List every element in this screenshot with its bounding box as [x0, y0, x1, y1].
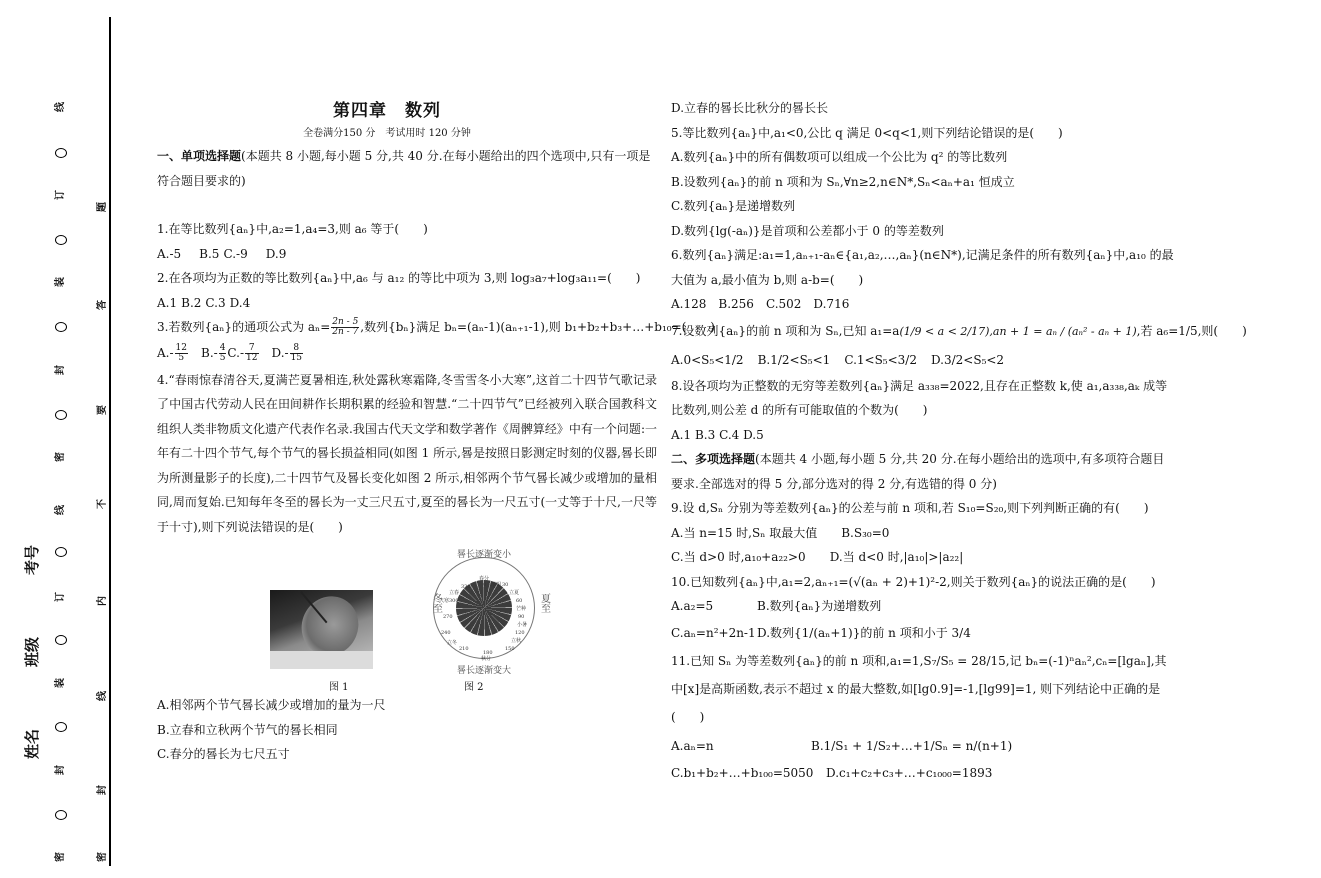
q1-option-c: C.-9 [223, 246, 248, 261]
margin-circle-icon [55, 547, 67, 557]
q6-option-c: C.502 [765, 297, 802, 311]
margin-inner-char: 线 [97, 691, 108, 701]
q7-condition: (1/9 < a < 2/17) [899, 324, 990, 338]
section1-desc: (本题共 8 小题,每小题 5 分,共 40 分.在每小题给出的四个选项中,只有一项是符合题目要求的) [157, 149, 651, 188]
q2-option-b: B.2 [181, 295, 202, 310]
q11-option-b: B.1/S₁ + 1/S₂+…+1/Sₙ = n/(n+1) [811, 738, 1013, 753]
q8-option-b: B.3 [694, 427, 716, 442]
q10-option-c: C.aₙ=n²+2n-1 [671, 625, 756, 640]
margin-char: 订 [55, 190, 66, 200]
margin-char: 密 [55, 852, 66, 862]
solar-terms-diagram [425, 543, 550, 676]
fig2-tick: 秋分 [481, 656, 492, 662]
q8-option-d: D.5 [743, 427, 764, 442]
section2-desc: (本题共 4 小题,每小题 5 分,共 20 分.在每小题给出的选项中,有多项符合题目要求.全部选对的得 5 分,部分选对的得 2 分,有选错的得 0 分) [671, 452, 1165, 491]
margin-char: 封 [55, 365, 66, 375]
margin-circle-icon [55, 235, 67, 245]
section1-heading: 一、单项选择题 [157, 149, 242, 163]
fig2-bottom-label: 晷长逐渐变大 [456, 666, 511, 676]
margin-circle-icon [55, 635, 67, 645]
q5-stem: 5.等比数列{aₙ}中,a₁<0,公比 q 满足 0<q<1,则下列结论错误的是( ) [671, 125, 1063, 140]
fig2-tick: 150 [505, 646, 515, 652]
fig2-tick: 立春 [449, 590, 460, 596]
margin-char: 装 [55, 678, 66, 688]
fig2-tick: 大寒 [439, 598, 450, 604]
fig2-left-label: 冬至 [430, 593, 442, 613]
margin-inner-char: 答 [97, 300, 108, 310]
q6-option-a: A.128 [671, 297, 707, 311]
fig2-tick: 240 [441, 630, 451, 636]
q3-stem-pre: 3.若数列{aₙ}的通项公式为 aₙ= [157, 320, 331, 334]
q8-option-a: A.1 [671, 427, 692, 442]
q4-option-c: C.春分的晷长为七尺五寸 [157, 747, 290, 761]
q7-stem [671, 317, 1247, 346]
fig2-tick: 180 [483, 650, 493, 656]
section2-heading: 二、多项选择题 [671, 452, 756, 466]
fig2-tick: 210 [459, 646, 469, 652]
fig1-caption: 图 1 [329, 682, 349, 693]
fig2-tick: 90 [518, 614, 525, 620]
fig2-right-label: 夏至 [538, 593, 550, 613]
q6-stem: 6.数列{aₙ}满足:a₁=1,aₙ₊₁-aₙ∈{a₁,a₂,…,aₙ}(n∈N*),记满足条件的所有数列{aₙ}中,a₁₀ 的最大值为 a,最小值为 b,则 a-b=( ) [671, 248, 1174, 287]
q7-options [671, 346, 1176, 374]
q8-option-c: C.4 [719, 427, 740, 442]
fig2-tick: 立夏 [509, 590, 520, 596]
section2-intro [671, 447, 1176, 496]
q3-option-b: B.- $\frac{4}{5}$ [201, 342, 226, 363]
q3-options [157, 340, 657, 366]
q1-option-b: B.5 [199, 246, 220, 261]
q11-options-row1 [671, 731, 1176, 761]
margin-inner-char: 题 [97, 202, 108, 212]
fig2-tick: 立秋 [511, 638, 522, 644]
margin-char: 订 [55, 592, 66, 602]
q11-option-c: C.b₁+b₂+…+b₁₀₀=5050 [671, 765, 814, 780]
margin-inner-char: 密 [97, 852, 108, 862]
margin-inner-char: 内 [97, 596, 108, 606]
margin-char: 密 [55, 452, 66, 462]
q1-options [157, 242, 657, 267]
q11-option-a: A.aₙ=n [671, 738, 714, 753]
frac-den: 2n - 7 [332, 327, 359, 337]
margin-circle-icon [55, 148, 67, 158]
q2-option-a: A.1 [157, 295, 178, 310]
fig2-tick: 芒种 [516, 606, 527, 612]
margin-circle-icon [55, 722, 67, 732]
margin-char: 装 [55, 277, 66, 287]
q7-stem-pre: 7.设数列{aₙ}的前 n 项和为 Sₙ,已知 a₁=a [671, 323, 900, 338]
q9-stem: 9.设 d,Sₙ 分别为等差数列{aₙ}的公差与前 n 项和,若 S₁₀=S₂₀,则下列判断正确的有( ) [671, 501, 1149, 515]
q8-stem: 8.设各项均为正整数的无穷等差数列{aₙ}满足 a₃₃₈=2022,且存在正整数 k,使 a₁,a₃₃₈,aₖ 成等比数列,则公差 d 的所有可能取值的个数为( ) [671, 378, 1168, 417]
q2-stem: 2.在各项均为正数的等比数列{aₙ}中,a₆ 与 a₁₂ 的等比中项为 3,则 log₃a₇+log₃a₁₁=( ) [157, 271, 641, 285]
q7-stem-post: ,若 a₆=1/5,则( ) [1136, 323, 1247, 338]
q10-stem: 10.已知数列{aₙ}中,a₁=2,aₙ₊₁=(√(aₙ + 2)+1)²-2,则关于数列{aₙ}的说法正确的是( ) [671, 574, 1156, 589]
q11-option-d: D.c₁+c₂+c₃+…+c₁₀₀₀=1893 [826, 765, 993, 780]
q1-stem: 1.在等比数列{aₙ}中,a₂=1,a₄=3,则 a₆ 等于( ) [157, 222, 428, 236]
q4-figures [157, 543, 657, 693]
fig2-tick: 270 [443, 614, 453, 620]
margin-inner-char: 不 [97, 499, 108, 509]
q3-option-c: C.- $\frac{7}{12}$ [227, 342, 258, 363]
fig2-tick: 330 [461, 584, 471, 590]
binding-line [109, 17, 111, 866]
q5-option-b: B.设数列{aₙ}的前 n 项和为 Sₙ,∀n≥2,n∈N*,Sₙ<aₙ+a₁ 恒成立 [671, 174, 1015, 189]
q5-option-d: D.数列{lg(-aₙ)}是首项和公差都小于 0 的等差数列 [671, 223, 944, 238]
frac-num: 2n - 5 [332, 317, 359, 327]
q4-option-d: D.立春的晷长比秋分的晷长长 [671, 101, 829, 115]
q7-option-a: A.0<S₅<1/2 [671, 352, 744, 367]
q9-option-c: C.当 d>0 时,a₁₀+a₂₂>0 [671, 550, 806, 564]
exam-number-label: 考号 [23, 545, 41, 576]
fig2-tick: 300 [449, 598, 459, 604]
q10-options-row1 [671, 594, 1176, 619]
q7-recurrence: ,an + 1 = aₙ / (aₙ² - aₙ + 1) [989, 324, 1137, 338]
fig2-tick: 立冬 [447, 640, 458, 646]
q3-stem [157, 315, 715, 340]
q9-option-d: D.当 d<0 时,|a₁₀|>|a₂₂| [829, 550, 964, 564]
q7-option-d: D.3/2<S₅<2 [930, 352, 1005, 367]
q10-options-row2 [671, 619, 1176, 647]
page-title: 第四章 数列 [333, 101, 441, 121]
q3-formula [331, 318, 359, 337]
q11-stem: 11.已知 Sₙ 为等差数列{aₙ}的前 n 项和,a₁=1,S₇/S₅ = 28/15,记 bₙ=(-1)ⁿaₙ²,cₙ=[lgaₙ],其中[x]是高斯函数,表示不超过 x 的最大整数,如[lg0.9]=-1,[lg99]=1, 则下列结论中正确的是( ) [671, 653, 1167, 724]
fig2-tick: 60 [516, 598, 523, 604]
right-column [671, 96, 1247, 785]
q10-option-b: B.数列{aₙ}为递增数列 [757, 599, 882, 613]
q4-option-b: B.立春和立秋两个节气的晷长相同 [157, 722, 338, 737]
name-label: 姓名 [23, 729, 41, 760]
margin-inner-char: 要 [97, 405, 108, 415]
q9-options-row1 [671, 521, 1176, 546]
margin-char: 线 [55, 102, 66, 112]
section1-intro [157, 144, 657, 193]
exam-info: 全卷满分150 分 考试用时 120 分钟 [303, 128, 471, 139]
q6-option-d: D.716 [813, 297, 850, 311]
q2-options [157, 291, 657, 316]
q10-option-d: D.数列{1/(aₙ+1)}的前 n 项和小于 3/4 [757, 625, 971, 640]
q1-option-a: A.-5 [157, 246, 182, 261]
q2-option-d: D.4 [229, 295, 251, 310]
q3-stem-post: ,数列{bₙ}满足 bₙ=(aₙ-1)(aₙ₊₁-1),则 b₁+b₂+b₃+…+b₁₀=( ) [360, 320, 715, 334]
q3-option-a: A.- $\frac{12}{5}$ [157, 342, 187, 363]
q7-option-b: B.1/2<S₅<1 [757, 352, 831, 367]
margin-char: 线 [55, 505, 66, 515]
sundial-image [270, 590, 373, 669]
margin-char: 封 [55, 765, 66, 775]
margin-circle-icon [55, 322, 67, 332]
q10-option-a: A.a₂=5 [671, 599, 714, 613]
q6-options [671, 292, 1176, 317]
fig2-tick: 清明 [491, 582, 502, 588]
q3-option-d: D.- $\frac{8}{15}$ [271, 342, 303, 363]
q4-stem: 4.“春雨惊春清谷天,夏满芒夏暑相连,秋处露秋寒霜降,冬雪雪冬小大寒”,这首二十四节气歌记录了中国古代劳动人民在田间耕作长期积累的经验和智慧.“二十四节气”已经被列入联合国教科文组织人类非物质文化遗产代表作名录.我国古代天文学和数学著作《周髀算经》中有一个问题:一年有二十四个节气,每个节气的晷长损益相同(如图 1 所示,晷是按照日影测定时刻的仪器,晷长即为所测量影子的长度),二十四节气及晷长变化如图 2 所示,相邻两个节气晷长减少或增加的量相同,周而复始.已知每年冬至的晷长为一丈三尺五寸,夏至的晷长为一尺五寸(一丈等于十尺,一尺等于十寸),则下列说法错误的是( ) [157, 372, 657, 534]
q9-option-a: A.当 n=15 时,Sₙ 取最大值 [671, 525, 818, 540]
fig2-tick: 春分 [479, 576, 490, 582]
fig2-tick: 30 [502, 582, 509, 588]
q9-option-b: B.S₃₀=0 [841, 525, 890, 540]
margin-inner-char: 封 [97, 785, 108, 795]
fig2-tick: 120 [515, 630, 525, 636]
fig2-tick: 0 [483, 582, 487, 588]
q2-option-c: C.3 [205, 295, 226, 310]
q1-option-d: D.9 [265, 246, 287, 261]
fig2-tick: 小暑 [517, 622, 528, 628]
q4-option-a: A.相邻两个节气晷长减少或增加的量为一尺 [157, 698, 386, 712]
q11-options-row2 [671, 761, 1176, 786]
class-label: 班级 [23, 637, 41, 668]
fig2-caption: 图 2 [464, 682, 484, 693]
q5-option-a: A.数列{aₙ}中的所有偶数项可以组成一个公比为 q² 的等比数列 [671, 150, 1008, 164]
q7-option-c: C.1<S₅<3/2 [844, 352, 917, 367]
q8-options [671, 423, 1176, 448]
q6-option-b: B.256 [718, 297, 754, 311]
q5-option-c: C.数列{aₙ}是递增数列 [671, 199, 796, 213]
margin-circle-icon [55, 810, 67, 820]
q9-options-row2 [671, 545, 1176, 570]
fig2-top-label: 晷长逐渐变小 [456, 550, 511, 560]
margin-circle-icon [55, 410, 67, 420]
